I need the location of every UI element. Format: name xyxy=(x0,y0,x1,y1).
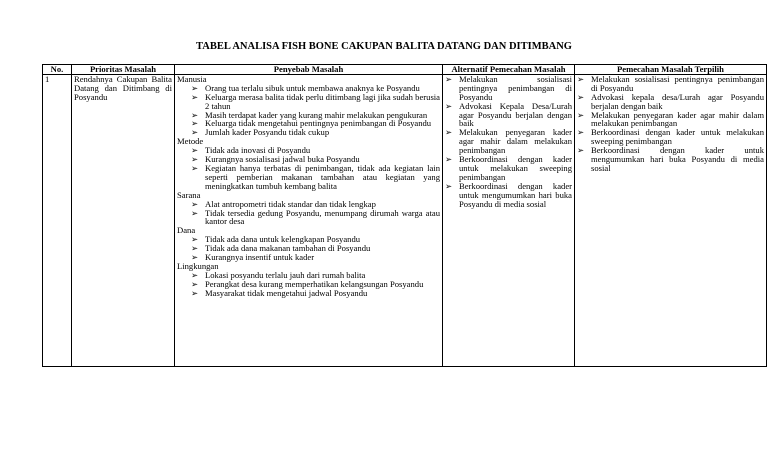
list-item-text: Masih terdapat kader yang kurang mahir melakukan pengukuran xyxy=(205,109,428,120)
list-item xyxy=(577,93,764,111)
terpilih-list xyxy=(577,75,764,173)
list-item-text: Masyarakat tidak mengetahui jadwal Posyandu xyxy=(205,287,368,298)
list-item-text: Keluarga merasa balita tidak perlu ditimbang lagi jika sudah berusia 2 tahun xyxy=(205,91,440,111)
list-item-text: Advokasi kepala desa/Lurah agar Posyandu berjalan dengan baik xyxy=(591,91,764,111)
list-item-text: Tidak ada dana untuk kelengkapan Posyandu xyxy=(205,234,361,245)
list-item xyxy=(191,128,440,137)
arrow-bullet-icon: ➢ xyxy=(191,198,199,209)
list-item-text: Melakukan penyegaran kader agar mahir dalam melakukan penimbangan xyxy=(459,127,572,156)
arrow-bullet-icon: ➢ xyxy=(445,127,453,138)
list-item-text: Orang tua terlalu sibuk untuk membawa anaknya ke Posyandu xyxy=(205,82,420,93)
arrow-bullet-icon: ➢ xyxy=(191,154,199,165)
list-item-text: Alat antropometri tidak standar dan tidak lengkap xyxy=(205,198,376,209)
header-pemecahan-terpilih: Pemecahan Masalah Terpilih xyxy=(575,65,767,75)
header-alternatif-pemecahan: Alternatif Pemecahan Masalah xyxy=(443,65,575,75)
arrow-bullet-icon: ➢ xyxy=(191,118,199,129)
arrow-bullet-icon: ➢ xyxy=(191,243,199,254)
header-penyebab-masalah: Penyebab Masalah xyxy=(175,65,443,75)
arrow-bullet-icon: ➢ xyxy=(577,73,585,84)
list-item xyxy=(191,253,440,262)
arrow-bullet-icon: ➢ xyxy=(445,180,453,191)
arrow-bullet-icon: ➢ xyxy=(191,82,199,93)
list-item-text: Perangkat desa kurang memperhatikan kelangsungan Posyandu xyxy=(205,278,424,289)
list-item xyxy=(577,111,764,129)
list-item-text: Jumlah kader Posyandu tidak cukup xyxy=(205,127,330,138)
arrow-bullet-icon: ➢ xyxy=(577,145,585,156)
arrow-bullet-icon: ➢ xyxy=(191,207,199,218)
arrow-bullet-icon: ➢ xyxy=(191,278,199,289)
list-item-text: Berkoordinasi dengan kader untuk melakukan sweeping penimbangan xyxy=(591,127,764,147)
list-item-text: Tidak tersedia gedung Posyandu, menumpang dirumah warga atau kantor desa xyxy=(205,207,440,227)
cause-category-sarana: Sarana xyxy=(177,189,201,200)
prioritas-masalah-cell: Rendahnya Cakupan Balita Datang dan Ditimbang di Posyandu xyxy=(72,74,175,366)
list-item-text: Berkoordinasi dengan kader untuk melakukan sweeping penimbangan xyxy=(459,154,572,182)
arrow-bullet-icon: ➢ xyxy=(445,154,453,165)
cause-list xyxy=(177,146,440,191)
document-title: TABEL ANALISA FISH BONE CAKUPAN BALITA DATANG DAN DITIMBANG xyxy=(196,41,572,52)
arrow-bullet-icon: ➢ xyxy=(191,109,199,120)
cause-category-manusia: Manusia xyxy=(177,73,207,84)
arrow-bullet-icon: ➢ xyxy=(191,287,199,298)
list-item-text: Tidak ada inovasi di Posyandu xyxy=(205,145,311,156)
list-item-text: Tidak ada dana makanan tambahan di Posyandu xyxy=(205,243,371,254)
arrow-bullet-icon: ➢ xyxy=(577,127,585,138)
row-number: 1 xyxy=(43,74,72,366)
list-item xyxy=(445,155,572,182)
list-item-text: Keluarga tidak mengetahui pentingnya penimbangan di Posyandu xyxy=(205,118,432,129)
arrow-bullet-icon: ➢ xyxy=(191,145,199,156)
arrow-bullet-icon: ➢ xyxy=(445,73,453,84)
alternatif-list xyxy=(445,75,572,209)
header-prioritas-masalah: Prioritas Masalah xyxy=(72,65,175,75)
list-item xyxy=(191,209,440,227)
list-item xyxy=(191,289,440,298)
list-item xyxy=(445,128,572,155)
list-item xyxy=(577,75,764,93)
arrow-bullet-icon: ➢ xyxy=(191,127,199,138)
list-item-text: Melakukan sosialisasi pentingnya penimbangan di Posyandu xyxy=(591,73,764,93)
cause-list xyxy=(177,235,440,262)
list-item xyxy=(445,75,572,102)
list-item xyxy=(191,93,440,111)
cause-category-dana: Dana xyxy=(177,225,196,236)
list-item-text: Kegiatan hanya terbatas di penimbangan, tidak ada kegiatan lain seperti pemberian makanan tambahan atau kegiatan yang meningkatkan tumbuh kembang balita xyxy=(205,162,440,191)
list-item-text: Melakukan sosialisasi pentingnya penimbangan di Posyandu xyxy=(459,73,572,102)
cause-category-lingkungan: Lingkungan xyxy=(177,260,219,271)
list-item xyxy=(577,128,764,146)
list-item-text: Lokasi posyandu terlalu jauh dari rumah balita xyxy=(205,269,366,280)
cause-category-metode: Metode xyxy=(177,136,204,147)
pemecahan-terpilih-cell xyxy=(575,74,767,366)
list-item-text: Advokasi Kepala Desa/Lurah agar Posyandu berjalan dengan baik xyxy=(459,100,572,129)
list-item-text: Melakukan penyegaran kader agar mahir dalam melakukan penimbangan xyxy=(591,109,764,129)
arrow-bullet-icon: ➢ xyxy=(191,162,199,173)
list-item-text: Kurangnya sosialisasi jadwal buka Posyandu xyxy=(205,154,360,165)
arrow-bullet-icon: ➢ xyxy=(191,234,199,245)
arrow-bullet-icon: ➢ xyxy=(191,269,199,280)
arrow-bullet-icon: ➢ xyxy=(577,91,585,102)
list-item xyxy=(577,146,764,173)
header-no: No. xyxy=(43,65,72,75)
table-header-row xyxy=(43,65,767,75)
penyebab-masalah-cell xyxy=(175,74,443,366)
list-item xyxy=(445,102,572,129)
cause-list xyxy=(177,200,440,227)
fishbone-analysis-table xyxy=(42,64,767,367)
list-item xyxy=(191,164,440,191)
arrow-bullet-icon: ➢ xyxy=(445,100,453,111)
arrow-bullet-icon: ➢ xyxy=(191,91,199,102)
cause-list xyxy=(177,271,440,298)
list-item xyxy=(445,182,572,209)
cause-list xyxy=(177,84,440,137)
list-item-text: Kurangnya insentif untuk kader xyxy=(205,252,315,263)
list-item-text: Berkoordinasi dengan kader untuk mengumumkan hari buka Posyandu di media sosial xyxy=(459,180,572,209)
list-item-text: Berkoordinasi dengan kader untuk mengumumkan hari buka Posyandu di media sosial xyxy=(591,145,764,173)
table-row xyxy=(43,74,767,366)
arrow-bullet-icon: ➢ xyxy=(577,109,585,120)
arrow-bullet-icon: ➢ xyxy=(191,252,199,263)
alternatif-pemecahan-cell xyxy=(443,74,575,366)
